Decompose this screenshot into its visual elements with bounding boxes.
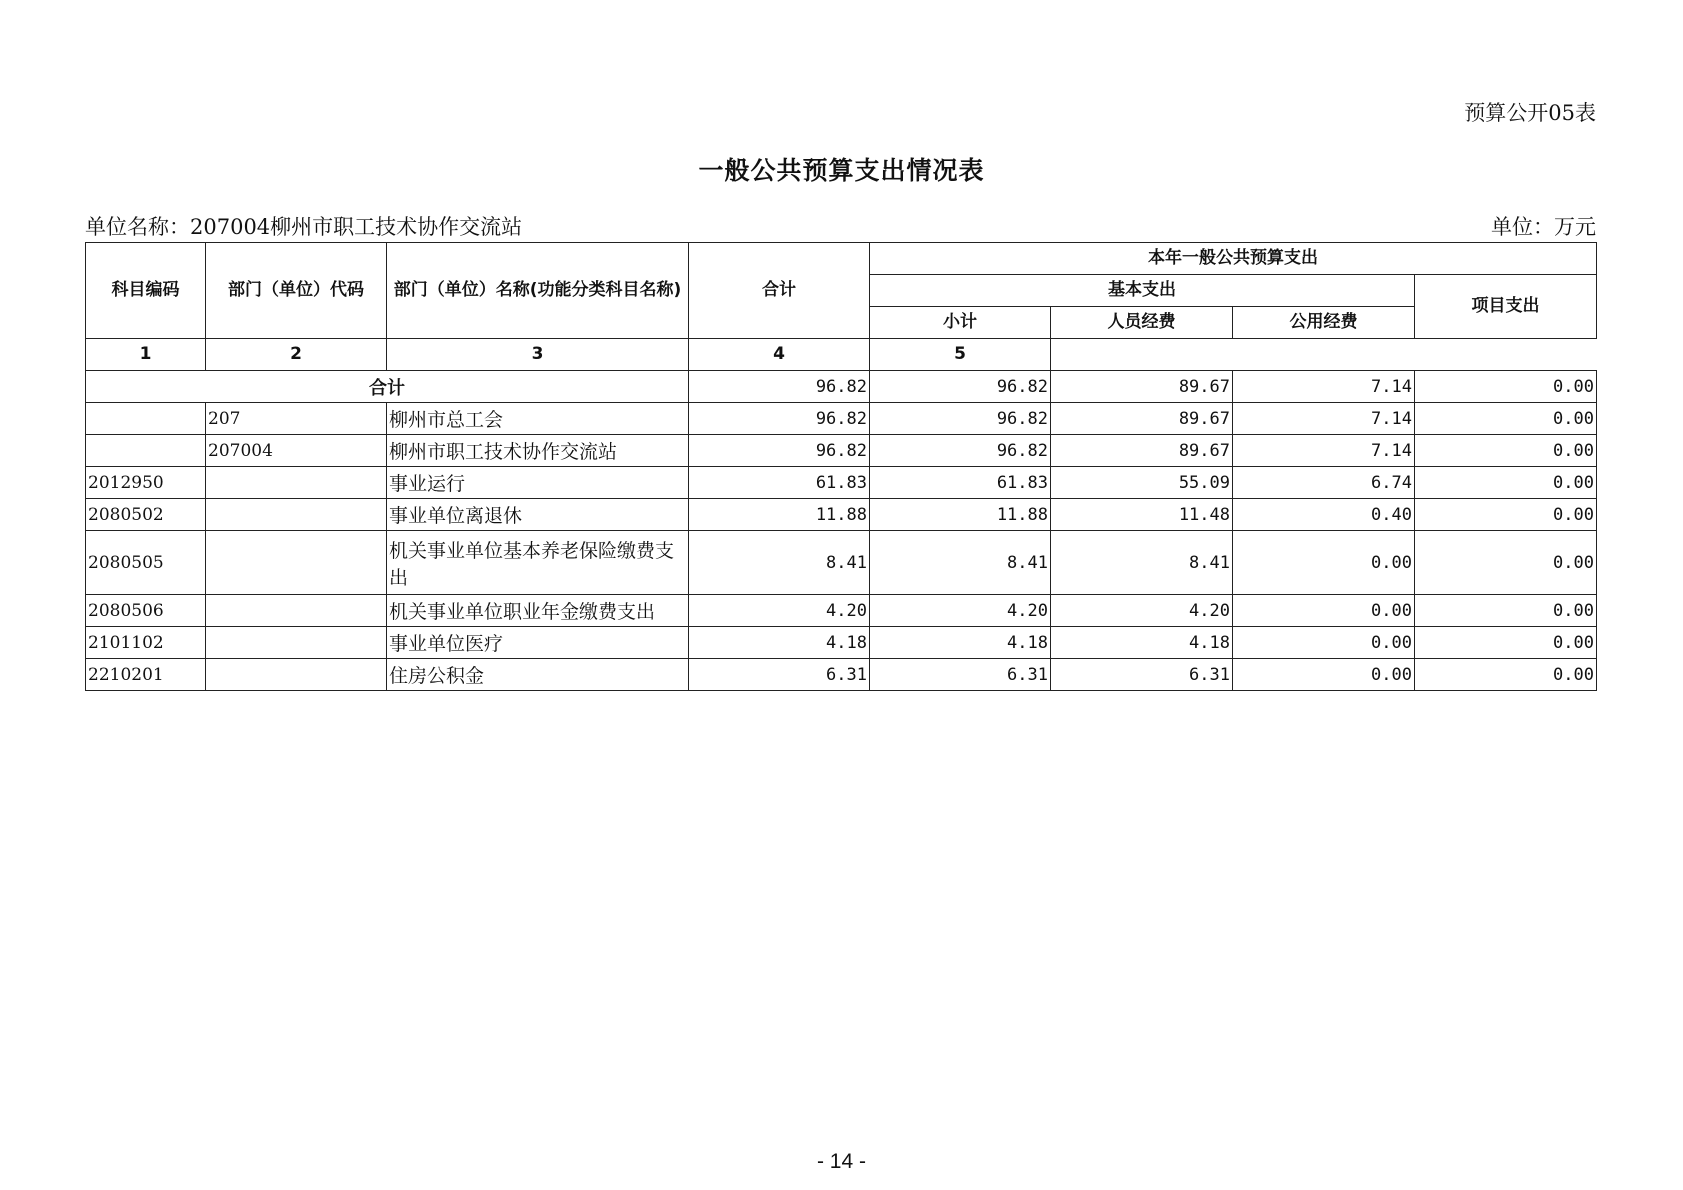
- header-current-year: 本年一般公共预算支出: [870, 243, 1597, 275]
- header-subtotal: 小计: [870, 307, 1051, 339]
- header-project: 项目支出: [1415, 275, 1597, 339]
- table-row: [86, 435, 1597, 467]
- item-name: 机关事业单位基本养老保险缴费支出: [387, 531, 689, 595]
- value-cell: 96.82: [870, 435, 1051, 467]
- subject-code: 2210201: [86, 659, 206, 691]
- value-cell: 7.14: [1233, 435, 1415, 467]
- value-cell: 8.41: [1051, 531, 1233, 595]
- value-cell: 0.00: [1415, 659, 1597, 691]
- total-value: 89.67: [1051, 371, 1233, 403]
- value-cell: 89.67: [1051, 435, 1233, 467]
- item-name: 柳州市职工技术协作交流站: [387, 435, 689, 467]
- value-cell: 6.74: [1233, 467, 1415, 499]
- value-cell: 4.20: [1051, 595, 1233, 627]
- dept-code: [206, 659, 387, 691]
- dept-code: [206, 467, 387, 499]
- header-basic: 基本支出: [870, 275, 1415, 307]
- total-value: 96.82: [870, 371, 1051, 403]
- subject-code: 2101102: [86, 627, 206, 659]
- value-cell: 0.00: [1415, 499, 1597, 531]
- header-dept-name: 部门（单位）名称(功能分类科目名称): [387, 243, 689, 339]
- value-cell: 6.31: [1051, 659, 1233, 691]
- table-row: [86, 659, 1597, 691]
- col-num-3: 3: [387, 339, 689, 371]
- subject-code: 2080506: [86, 595, 206, 627]
- value-cell: 0.00: [1415, 467, 1597, 499]
- value-cell: 0.00: [1415, 403, 1597, 435]
- header-dept-code: 部门（单位）代码: [206, 243, 387, 339]
- header-total: 合计: [689, 243, 870, 339]
- value-cell: 0.40: [1233, 499, 1415, 531]
- value-cell: 0.00: [1233, 595, 1415, 627]
- value-cell: 61.83: [689, 467, 870, 499]
- value-cell: 6.31: [870, 659, 1051, 691]
- value-cell: 11.88: [870, 499, 1051, 531]
- currency-unit: 单位：万元: [1491, 215, 1596, 239]
- value-cell: 0.00: [1415, 435, 1597, 467]
- subject-code: [86, 435, 206, 467]
- dept-code: [206, 627, 387, 659]
- unit-info-row: [85, 211, 1596, 241]
- table-row: [86, 467, 1597, 499]
- value-cell: 0.00: [1415, 595, 1597, 627]
- item-name: 事业单位医疗: [387, 627, 689, 659]
- value-cell: 4.20: [870, 595, 1051, 627]
- value-cell: 0.00: [1415, 531, 1597, 595]
- table-row: [86, 595, 1597, 627]
- col-num-2: 2: [206, 339, 387, 371]
- total-row: [86, 371, 1597, 403]
- col-num-5: 5: [870, 339, 1051, 371]
- dept-code: 207: [206, 403, 387, 435]
- subject-code: 2080502: [86, 499, 206, 531]
- value-cell: 96.82: [689, 435, 870, 467]
- page-title: 一般公共预算支出情况表: [698, 156, 985, 185]
- total-row-label: 合计: [86, 371, 689, 403]
- dept-code: [206, 595, 387, 627]
- value-cell: 7.14: [1233, 403, 1415, 435]
- value-cell: 4.18: [689, 627, 870, 659]
- subject-code: [86, 403, 206, 435]
- table-row: [86, 403, 1597, 435]
- value-cell: 89.67: [1051, 403, 1233, 435]
- item-name: 事业单位离退休: [387, 499, 689, 531]
- value-cell: 11.88: [689, 499, 870, 531]
- budget-table: [85, 242, 1597, 691]
- value-cell: 0.00: [1233, 531, 1415, 595]
- value-cell: 0.00: [1233, 659, 1415, 691]
- value-cell: 8.41: [689, 531, 870, 595]
- subject-code: 2080505: [86, 531, 206, 595]
- dept-code: [206, 499, 387, 531]
- value-cell: 4.18: [870, 627, 1051, 659]
- value-cell: 11.48: [1051, 499, 1233, 531]
- value-cell: 96.82: [689, 403, 870, 435]
- form-number: 预算公开05表: [1464, 101, 1596, 125]
- item-name: 柳州市总工会: [387, 403, 689, 435]
- value-cell: 4.20: [689, 595, 870, 627]
- value-cell: 4.18: [1051, 627, 1233, 659]
- item-name: 事业运行: [387, 467, 689, 499]
- total-value: 96.82: [689, 371, 870, 403]
- col-num-1: 1: [86, 339, 206, 371]
- value-cell: 8.41: [870, 531, 1051, 595]
- value-cell: 55.09: [1051, 467, 1233, 499]
- item-name: 住房公积金: [387, 659, 689, 691]
- value-cell: 0.00: [1233, 627, 1415, 659]
- total-value: 7.14: [1233, 371, 1415, 403]
- table-row: [86, 499, 1597, 531]
- table-row: [86, 531, 1597, 595]
- total-value: 0.00: [1415, 371, 1597, 403]
- header-public: 公用经费: [1233, 307, 1415, 339]
- subject-code: 2012950: [86, 467, 206, 499]
- item-name: 机关事业单位职业年金缴费支出: [387, 595, 689, 627]
- value-cell: 61.83: [870, 467, 1051, 499]
- header-personnel: 人员经费: [1051, 307, 1233, 339]
- unit-name: 单位名称：207004柳州市职工技术协作交流站: [85, 215, 523, 239]
- col-num-4: 4: [689, 339, 870, 371]
- value-cell: 6.31: [689, 659, 870, 691]
- page-number: - 14 -: [816, 1150, 866, 1173]
- dept-code: 207004: [206, 435, 387, 467]
- value-cell: 96.82: [870, 403, 1051, 435]
- table-row: [86, 627, 1597, 659]
- header-subject-code: 科目编码: [86, 243, 206, 339]
- value-cell: 0.00: [1415, 627, 1597, 659]
- dept-code: [206, 531, 387, 595]
